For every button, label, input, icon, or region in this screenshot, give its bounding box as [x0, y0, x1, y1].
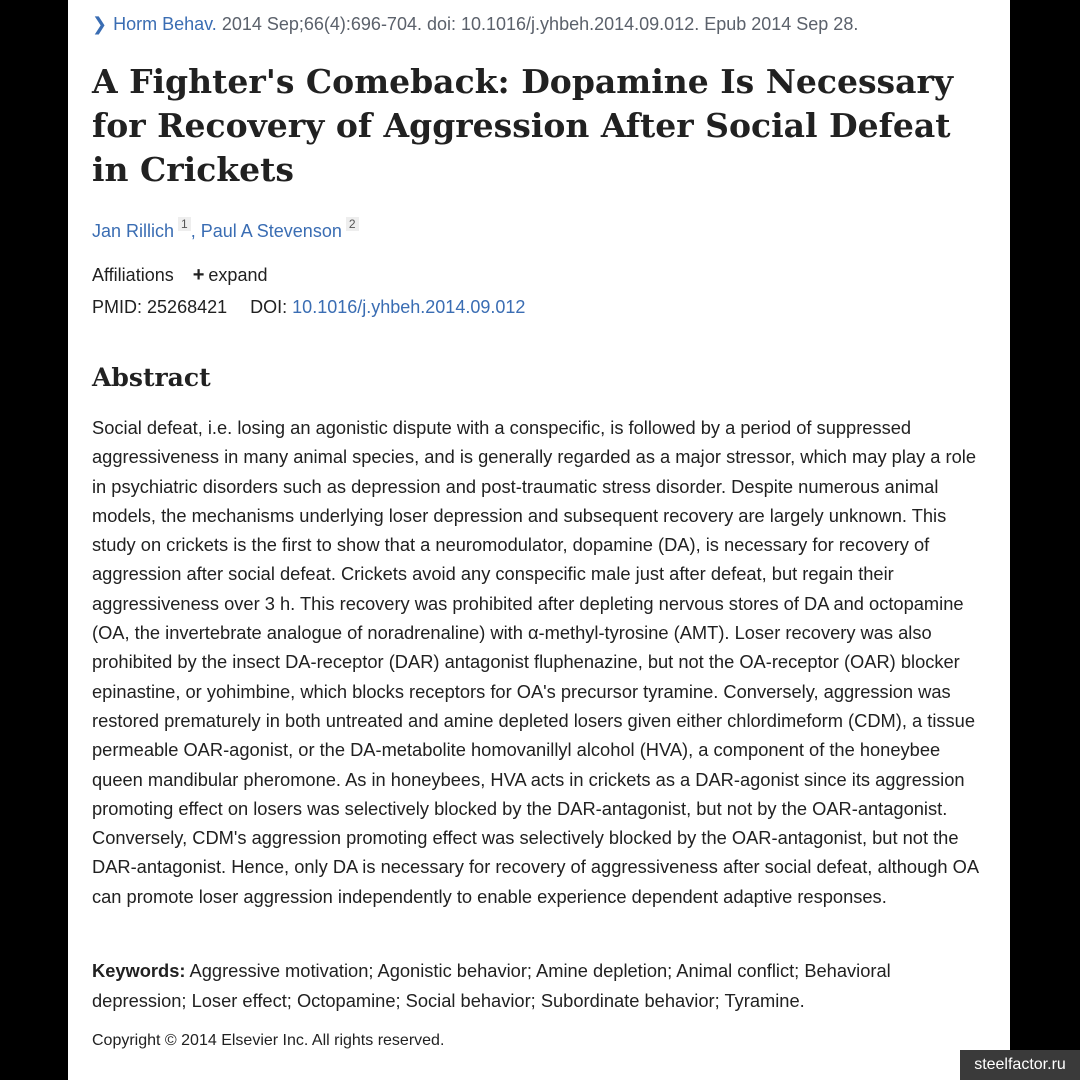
author-link[interactable]: Paul A Stevenson — [200, 221, 342, 241]
plus-icon: + — [192, 264, 205, 286]
keywords-label: Keywords: — [92, 960, 186, 981]
affiliation-ref[interactable]: 1 — [178, 217, 191, 231]
citation — [92, 14, 858, 35]
affiliations-label: Affiliations — [92, 265, 174, 285]
keywords — [92, 956, 988, 1015]
article-panel — [68, 0, 1010, 1080]
author-list — [92, 219, 359, 242]
pmid-value: 25268421 — [147, 297, 228, 317]
affiliation-ref[interactable]: 2 — [346, 217, 359, 231]
doi-link[interactable]: 10.1016/j.yhbeh.2014.09.012 — [292, 297, 526, 317]
identifiers-row — [92, 297, 525, 318]
doi-label: DOI: — [250, 297, 288, 317]
chevron-right-icon[interactable]: ❯ — [92, 14, 108, 34]
expand-affiliations-button[interactable] — [193, 265, 268, 285]
citation-details: 2014 Sep;66(4):696-704. doi: 10.1016/j.yhbeh.2014.09.012. Epub 2014 Sep 28. — [221, 14, 859, 34]
watermark: steelfactor.ru — [960, 1050, 1080, 1080]
keywords-text: Aggressive motivation; Agonistic behavior; Amine depletion; Animal conflict; Behavioral depression; Loser effect; Octopamine; Social behavior; Subordinate behavior; Tyramine. — [92, 960, 891, 1011]
journal-link[interactable]: Horm Behav. — [113, 14, 217, 34]
copyright-notice: Copyright © 2014 Elsevier Inc. All rights reserved. — [92, 1032, 445, 1049]
affiliations-row — [92, 264, 267, 287]
pmid-label: PMID: — [92, 297, 143, 317]
abstract-heading: Abstract — [92, 363, 211, 392]
abstract-text: Social defeat, i.e. losing an agonistic dispute with a conspecific, is followed by a period of suppressed aggressiveness in many animal species, and is generally regarded as a major stressor, which may play a role in psychiatric disorders such as depression and post-traumatic stress disorder. Despite numerous animal models, the mechanisms underlying loser depression and subsequent recovery are largely unknown. This study on crickets is the first to show that a neuromodulator, dopamine (DA), is necessary for recovery of aggression after social defeat. Crickets avoid any conspecific male just after defeat, but regain their aggressiveness over 3 h. This recovery was prohibited after depleting nervous stores of DA and octopamine (OA, the invertebrate analogue of noradrenaline) with α-methyl-tyrosine (AMT). Loser recovery was also prohibited by the insect DA-receptor (DAR) antagonist fluphenazine, but not the OA-receptor (OAR) blocker epinastine, or yohimbine, which blocks receptors for OA's precursor tyramine. Conversely, aggression was restored prematurely in both untreated and amine depleted losers given either chlordimeform (CDM), a tissue permeable OAR-agonist, or the DA-metabolite homovanillyl alcohol (HVA), a component of the honeybee queen mandibular pheromone. As in honeybees, HVA acts in crickets as a DAR-agonist since its aggression promoting effect on losers was selectively blocked by the DAR-antagonist, but not by the OAR-antagonist. Conversely, CDM's aggression promoting effect was selectively blocked by the OAR-antagonist, but not the DAR-antagonist. Hence, only DA is necessary for recovery of aggressiveness after social defeat, although OA can promote loser aggression independently to enable experience dependent adaptive responses. — [92, 417, 979, 907]
author-separator: , — [190, 221, 201, 241]
expand-label: expand — [208, 265, 268, 285]
author-link[interactable]: Jan Rillich — [92, 221, 175, 241]
article-title: A Fighter's Comeback: Dopamine Is Necessary for Recovery of Aggression After Social Defeat in Crickets — [92, 62, 954, 189]
